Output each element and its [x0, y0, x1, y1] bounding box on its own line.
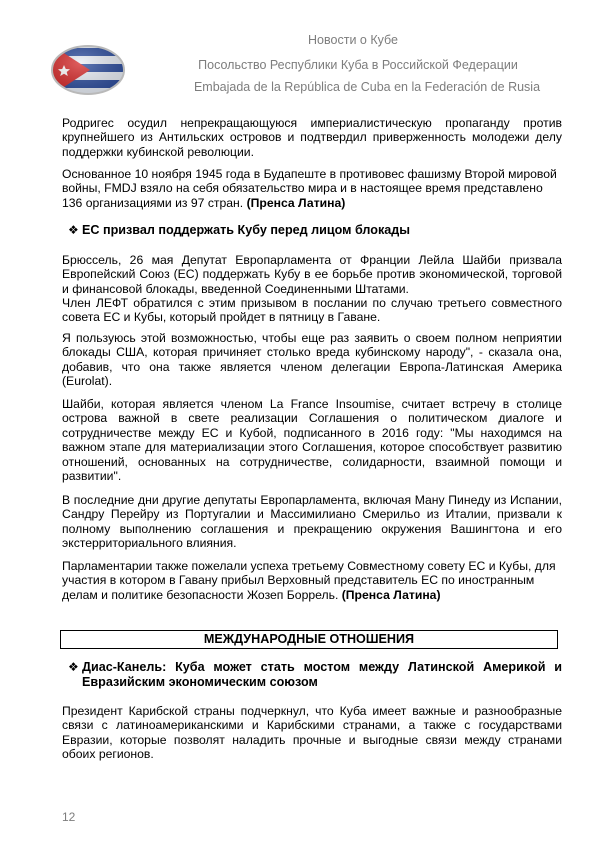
section-heading-international: МЕЖДУНАРОДНЫЕ ОТНОШЕНИЯ	[60, 630, 558, 649]
paragraph-1: Родригес осудил непрекращающуюся империалистическую пропаганду против крупнейшего из Антильских островов и подтвердил приверженность молодежи делу поддержки кубинской революции.	[62, 116, 562, 159]
headline-diaz-canel-text: Диас-Канель: Куба может стать мостом между Латинской Америкой и Евразийским экономическим союзом	[82, 660, 562, 689]
diamond-bullet-icon: ❖	[68, 660, 79, 674]
header-title: Новости о Кубе	[308, 33, 398, 47]
paragraph-3b: Член ЛЕФТ обратился с этим призывом в послании по случаю третьего совместного совета ЕС и Кубы, который пройдет в пятницу в Гаване.	[62, 296, 562, 325]
paragraph-8: Президент Карибской страны подчеркнул, что Куба имеет важные и разнообразные связи с латиноамериканскими и Карибскими странами, а также с государствами Евразии, которые позволят наладить прочные и выгодные связи между странами обоих регионов.	[62, 704, 562, 762]
headline-eu-cuba-text: ЕС призвал поддержать Кубу перед лицом блокады	[82, 223, 411, 237]
headline-eu-cuba	[68, 223, 411, 238]
headline-diaz-canel	[68, 660, 562, 690]
paragraph-4: Я пользуюсь этой возможностью, чтобы еще раз заявить о своем полном неприятии блокады США, которая причиняет столько вреда кубинскому народу", - сказала она, добавив, что она также является членом делегации Европа-Латинская Америка (Eurolat).	[62, 331, 562, 389]
paragraph-7-source: (Пренса Латина)	[341, 587, 441, 602]
header-embassy-es: Embajada de la República de Cuba en la Federación de Rusia	[193, 80, 541, 94]
paragraph-2	[62, 167, 562, 210]
paragraph-2-text: Основанное 10 ноября 1945 года в Будапеште в противовес фашизму Второй мировой войны, FMDJ взяло на себя обязательство мира и в настоящее время представлено 136 организациями из 97 стран.	[62, 167, 557, 210]
header-embassy-ru: Посольство Республики Куба в Российской Федерации	[198, 58, 518, 72]
paragraph-7-text: Парламентарии также пожелали успеха третьему Совместному совету ЕС и Кубы, для участия в котором в Гавану прибыл Верховный представитель ЕС по иностранным делам и политике безопасности Жозеп Боррель.	[62, 559, 556, 602]
paragraph-3: Брюссель, 26 мая Депутат Европарламента от Франции Лейла Шайби призвала Европейский Союз (ЕС) поддержать Кубу в ее борьбе против экономической, торговой и финансовой блокады, введенной Соединенными Штатами.	[62, 253, 562, 296]
paragraph-5: Шайби, которая является членом La France Insoumise, считает встречу в столице острова важной в свете реализации Соглашения о политическом диалоге и сотрудничестве между ЕС и Кубой, подписанного в 2016 году: "Мы находимся на важном этапе для материализации этого Соглашения, которое способствует развитию отношений, основанных на сотрудничестве, солидарности, взаимной помощи и развитии".	[62, 397, 562, 484]
page-number: 12	[62, 810, 76, 824]
paragraph-6: В последние дни другие депутаты Европарламента, включая Ману Пинеду из Испании, Сандру Перейру из Португалии и Массимилиано Смерильо из Италии, призвали к полному выполнению соглашения и прекращению окружения Вашингтона и его экстерриториального влияния.	[62, 493, 562, 551]
paragraph-7	[62, 559, 562, 602]
paragraph-2-source: (Пренса Латина)	[246, 195, 346, 210]
diamond-bullet-icon: ❖	[68, 223, 79, 237]
